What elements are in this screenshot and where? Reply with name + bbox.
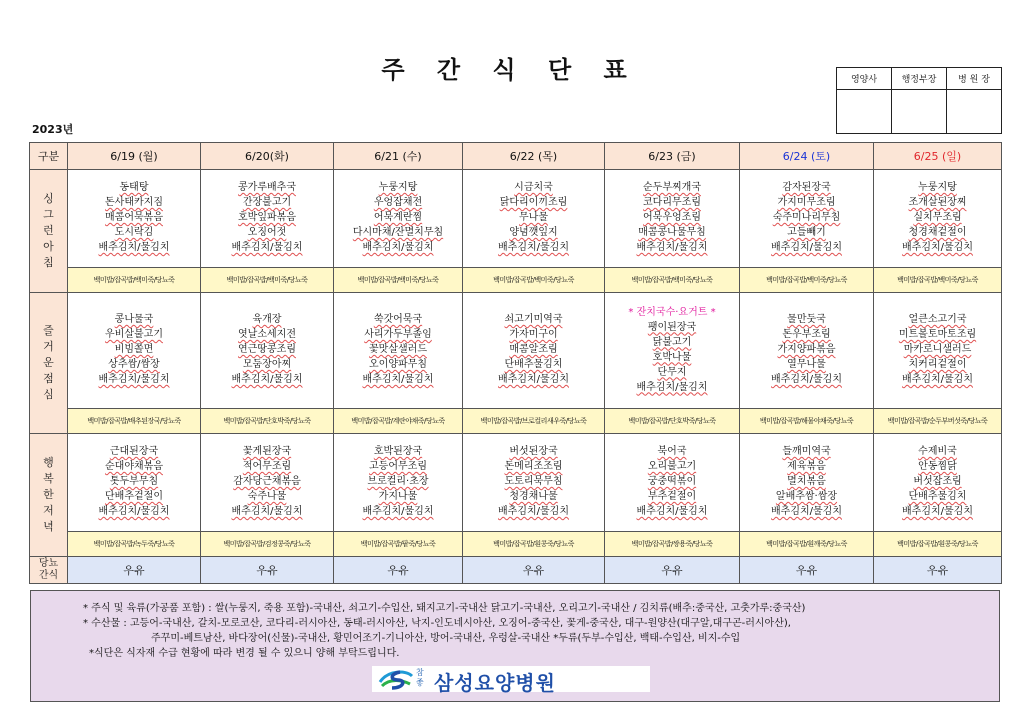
base-cell: 백미밥/잡곡밥/단호박죽/당뇨죽 — [201, 409, 334, 434]
base-cell: 백미밥/잡곡밥/백미죽/당뇨죽 — [740, 268, 874, 293]
approval-box — [836, 67, 1002, 134]
dinner-label: 행 복 한 저 녁 — [30, 434, 68, 557]
menu-item: 청경채나물 — [509, 491, 558, 502]
breakfast-label: 싱 그 런 아 침 — [30, 170, 68, 293]
menu-item: 배추김치/물김치 — [98, 242, 170, 253]
menu-item: 오리불고기 — [647, 461, 697, 472]
menu-item: 고들빼기 — [787, 227, 826, 238]
day-header: 6/19 (월) — [68, 143, 201, 170]
note-line: * 주식 및 육류(가공품 포함) : 쌀(누룽지, 죽용 포함)-국내산, 쇠고기-수입산, 돼지고기-국내산 닭고기-국내산, 오리고기-국내산 / 김치류(배추:중국산, 고춧가루:중국산) — [83, 603, 806, 614]
menu-item: 배추김치/물김치 — [636, 506, 708, 517]
menu-item: 미트볼토마토조림 — [898, 329, 977, 340]
menu-item: 배추김치/물김치 — [362, 242, 434, 253]
lunch-base-row — [30, 409, 1002, 434]
menu-item: 조개살된장찌 — [908, 197, 967, 208]
menu-item: 돈메리조조림 — [504, 461, 563, 472]
menu-item: 들깨미역국 — [782, 446, 831, 457]
logo-small-text: 참 좋 — [416, 668, 424, 687]
base-cell: 백미밥/잡곡밥/흰깨죽/당뇨죽 — [740, 532, 874, 557]
menu-item: 배추김치/물김치 — [498, 374, 569, 385]
menu-item: 비빔쫄면 — [114, 344, 154, 355]
menu-item: 돈사태카지짐 — [105, 197, 163, 208]
menu-item: 얼큰소고기국 — [908, 314, 967, 325]
day-header-sunday: 6/25 (일) — [874, 143, 1002, 170]
meal-cell — [463, 434, 605, 532]
menu-item: 도토리묵무침 — [504, 476, 563, 487]
menu-item: 모둠장아찌 — [242, 359, 292, 370]
meal-cell — [605, 170, 740, 268]
menu-item: 마카로니샐러드 — [903, 344, 972, 355]
menu-item: 궁중떡볶이 — [647, 476, 697, 487]
meal-cell — [334, 434, 463, 532]
base-cell: 백미밥/잡곡밥/계란야채죽/당뇨죽 — [334, 409, 463, 434]
meal-cell — [874, 293, 1002, 409]
meal-cell — [68, 170, 201, 268]
base-cell: 백미밥/잡곡밥/백미죽/당뇨죽 — [874, 268, 1002, 293]
base-cell: 백미밥/잡곡밥/백미죽/당뇨죽 — [334, 268, 463, 293]
snack-cell: 우유 — [68, 557, 201, 584]
snack-cell: 우유 — [740, 557, 874, 584]
meal-cell — [874, 170, 1002, 268]
page-title: 주 간 식 단 표 — [381, 56, 639, 84]
menu-item: 닭다리이끼조림 — [499, 197, 568, 208]
menu-item: 어묵계란찜 — [373, 212, 423, 223]
base-cell: 백미밥/잡곡밥/녹두죽/당뇨죽 — [68, 532, 201, 557]
base-cell: 백미밥/잡곡밥/해물야채죽/당뇨죽 — [740, 409, 874, 434]
meal-cell — [874, 434, 1002, 532]
base-cell: 백미밥/잡곡밥/검정콩죽/당뇨죽 — [201, 532, 334, 557]
menu-item: 엿날소세지전 — [238, 329, 296, 340]
meal-cell — [334, 293, 463, 409]
base-cell: 백미밥/잡곡밥/흰콩죽/당뇨죽 — [463, 532, 605, 557]
meal-cell — [68, 293, 201, 409]
meal-cell — [740, 293, 874, 409]
menu-item: 콩가루배추국 — [238, 182, 296, 193]
meal-cell — [463, 170, 605, 268]
lunch-row — [30, 293, 1002, 409]
menu-item: 알배추쌈·쌈장 — [775, 491, 838, 502]
menu-item: 숙주미나리무침 — [772, 212, 841, 223]
year-label: 2023년 — [32, 123, 74, 136]
base-cell: 백미밥/잡곡밥/쌍용죽/당뇨죽 — [605, 532, 740, 557]
menu-item: 가지미무조림 — [777, 197, 836, 208]
menu-item: 매콤어묵볶음 — [105, 212, 163, 223]
menu-item: 배추김치/물김치 — [498, 506, 569, 517]
base-cell: 백미밥/잡곡밥/백미죽/당뇨죽 — [463, 268, 605, 293]
menu-item: 동태탕 — [119, 182, 149, 193]
snack-cell: 우유 — [201, 557, 334, 584]
base-cell: 백미밥/잡곡밥/백미죽/당뇨죽 — [605, 268, 740, 293]
meal-cell — [201, 434, 334, 532]
menu-item: 연근땅콩조림 — [238, 344, 296, 355]
menu-item: 부추겉절이 — [647, 491, 697, 502]
menu-item: 북어국 — [657, 446, 687, 457]
menu-item: 버섯된장국 — [509, 446, 558, 457]
menu-item: 우엉잡채전 — [373, 197, 423, 208]
approval-label-admin: 행정부장 — [892, 68, 947, 90]
menu-item: 간장불고기 — [242, 197, 292, 208]
menu-item: 순대야채볶음 — [105, 461, 163, 472]
day-header-saturday: 6/24 (토) — [740, 143, 874, 170]
menu-item: 가지나물 — [378, 491, 418, 502]
meal-cell — [201, 293, 334, 409]
menu-item: 단배추물김치 — [908, 491, 967, 502]
menu-item: 배추김치/물김치 — [498, 242, 569, 253]
approval-sign-dietitian — [837, 90, 892, 134]
snack-label: 당뇨 간식 — [30, 557, 68, 584]
menu-item: 배추김치/물김치 — [902, 374, 973, 385]
menu-item: 열무나물 — [787, 359, 826, 370]
menu-item: 돈우부조림 — [782, 329, 831, 340]
menu-item: 코다리무조림 — [643, 197, 701, 208]
menu-item: 상추쌈/쌈장 — [108, 359, 160, 370]
hospital-name: 삼성요양병원 — [434, 671, 556, 695]
lunch-label: 즐 거 운 점 심 — [30, 293, 68, 434]
menu-item: 감자된장국 — [782, 182, 831, 193]
dinner-base-row — [30, 532, 1002, 557]
menu-item: 쇠고기미역국 — [504, 314, 563, 325]
menu-item: 시금치국 — [514, 182, 553, 193]
menu-item: 오이양파무침 — [369, 359, 427, 370]
base-cell: 백미밥/잡곡밥/팥죽/당뇨죽 — [334, 532, 463, 557]
menu-item: 가지양파볶음 — [777, 344, 836, 355]
menu-item: 배추김치/물김치 — [98, 506, 170, 517]
menu-item: 감자당근채볶음 — [233, 476, 301, 487]
category-header: 구분 — [30, 143, 68, 170]
breakfast-row — [30, 170, 1002, 268]
menu-item: 매콤알조림 — [509, 344, 558, 355]
menu-item: 배추김치/물김치 — [771, 506, 842, 517]
menu-item: 배추김치/물김치 — [362, 506, 434, 517]
menu-item: 버섯잡조림 — [913, 476, 962, 487]
menu-item: 다시마채/잔멸치무침 — [352, 227, 444, 238]
menu-item: 도시락김 — [114, 227, 154, 238]
menu-item: 배추김치/물김치 — [771, 374, 842, 385]
menu-item: 단배추물김치 — [504, 359, 563, 370]
menu-item: 치커리겉절이 — [908, 359, 967, 370]
menu-item: 호박잎파볶음 — [238, 212, 296, 223]
meal-cell — [334, 170, 463, 268]
menu-item: 제육볶음 — [787, 461, 826, 472]
approval-sign-admin — [892, 90, 947, 134]
snack-cell: 우유 — [463, 557, 605, 584]
base-cell: 백미밥/잡곡밥/배추된장국/당뇨죽 — [68, 409, 201, 434]
snack-cell: 우유 — [605, 557, 740, 584]
approval-label-dietitian: 영양사 — [837, 68, 892, 90]
base-cell: 백미밥/잡곡밥/백미죽/당뇨죽 — [68, 268, 201, 293]
menu-item: 배추김치/물김치 — [636, 381, 708, 393]
menu-item: 배추김치/물김치 — [636, 242, 708, 253]
menu-item: 콩나물국 — [114, 314, 154, 325]
dinner-row — [30, 434, 1002, 532]
meal-cell — [740, 434, 874, 532]
menu-item: 호박나물 — [652, 351, 692, 363]
day-header: 6/20(화) — [201, 143, 334, 170]
menu-item: 청경채겉절이 — [908, 227, 967, 238]
header-row — [30, 143, 1002, 170]
menu-item: 배추김치/물김치 — [231, 506, 303, 517]
menu-item: 적어무조림 — [242, 461, 292, 472]
day-header: 6/23 (금) — [605, 143, 740, 170]
menu-item: 멸치볶음 — [787, 476, 826, 487]
menu-item: 양념깻잎지 — [509, 227, 558, 238]
snack-row — [30, 557, 1002, 584]
menu-item: * 잔치국수·요거트 * — [628, 306, 716, 318]
base-cell: 백미밥/잡곡밥/순두부버섯죽/당뇨죽 — [874, 409, 1002, 434]
note-line: *식단은 식자재 수급 현황에 따라 변경 될 수 있으니 양해 부탁드립니다. — [89, 648, 400, 659]
meal-cell — [463, 293, 605, 409]
menu-item: 배추김치/물김치 — [231, 374, 303, 385]
snack-cell: 우유 — [874, 557, 1002, 584]
menu-item: 누룽지탕 — [378, 182, 418, 193]
menu-item: 쑥갓어묵국 — [373, 314, 423, 325]
menu-item: 육개장 — [252, 314, 282, 325]
hospital-logo — [372, 666, 650, 695]
menu-item: 어묵우엉조림 — [643, 212, 701, 223]
menu-item: 팽이된장국 — [647, 321, 697, 333]
menu-item: 꽃맛살샐러드 — [369, 344, 427, 355]
breakfast-base-row — [30, 268, 1002, 293]
base-cell: 백미밥/잡곡밥/브로컬리새우죽/당뇨죽 — [463, 409, 605, 434]
meal-cell — [740, 170, 874, 268]
base-cell: 백미밥/잡곡밥/흰콩죽/당뇨죽 — [874, 532, 1002, 557]
menu-item: 배추김치/물김치 — [902, 242, 973, 253]
meal-cell — [201, 170, 334, 268]
menu-item: 실치무조림 — [913, 212, 962, 223]
meal-cell — [605, 293, 740, 409]
menu-table — [29, 142, 1002, 584]
approval-label-director: 병 원 장 — [947, 68, 1002, 90]
menu-item: 매콤콩나물무침 — [638, 227, 706, 238]
note-line: * 수산물 : 고등어-국내산, 갈치-모로코산, 코다리-러시아산, 동태-러시아산, 낙지-인도네시아산, 오징어-중국산, 꽃게-중국산, 대구-원양산(대구알,대구곤-러시아산), — [83, 618, 791, 629]
menu-item: 사리가두부졸임 — [364, 329, 432, 340]
day-header: 6/22 (목) — [463, 143, 605, 170]
menu-item: 배추김치/물김치 — [231, 242, 303, 253]
menu-item: 브로컬리·초장 — [367, 476, 429, 487]
menu-item: 물만둣국 — [787, 314, 826, 325]
note-line: 주꾸미-베트남산, 바다장어(신물)-국내산, 황민어조기-기니아산, 방어-국내산, 우렁살-국내산 *두류(두부-수입산, 백태-수입산, 비지-수입 — [151, 633, 741, 644]
approval-sign-director — [947, 90, 1002, 134]
menu-item: 호박된장국 — [373, 446, 423, 457]
menu-item: 수제비국 — [918, 446, 957, 457]
base-cell: 백미밥/잡곡밥/백미죽/당뇨죽 — [201, 268, 334, 293]
menu-item: 단배추겉절이 — [105, 491, 163, 502]
day-header: 6/21 (수) — [334, 143, 463, 170]
menu-item: 안동찜닭 — [918, 461, 957, 472]
snack-cell: 우유 — [334, 557, 463, 584]
menu-item: 톳두부무침 — [109, 476, 159, 487]
menu-item: 가자미구이 — [509, 329, 558, 340]
meal-cell — [68, 434, 201, 532]
menu-item: 오징어젓 — [247, 227, 287, 238]
menu-item: 단무지 — [657, 366, 687, 378]
menu-item: 순두부찌개국 — [643, 182, 701, 193]
menu-item: 고등어무조림 — [369, 461, 427, 472]
hospital-logo-icon — [378, 668, 414, 690]
menu-item: 배추김치/물김치 — [771, 242, 842, 253]
menu-item: 닭불고기 — [652, 336, 692, 348]
menu-item: 배추김치/물김치 — [98, 374, 170, 385]
menu-item: 숙주나물 — [247, 491, 287, 502]
menu-item: 배추김치/물김치 — [902, 506, 973, 517]
menu-item: 무나물 — [519, 212, 548, 223]
menu-item: 누룽지탕 — [918, 182, 957, 193]
menu-item: 배추김치/물김치 — [362, 374, 434, 385]
base-cell: 백미밥/잡곡밥/단호박죽/당뇨죽 — [605, 409, 740, 434]
meal-cell — [605, 434, 740, 532]
menu-item: 근대된장국 — [109, 446, 159, 457]
menu-item: 우비살불고기 — [105, 329, 163, 340]
menu-item: 꽃게된장국 — [242, 446, 292, 457]
